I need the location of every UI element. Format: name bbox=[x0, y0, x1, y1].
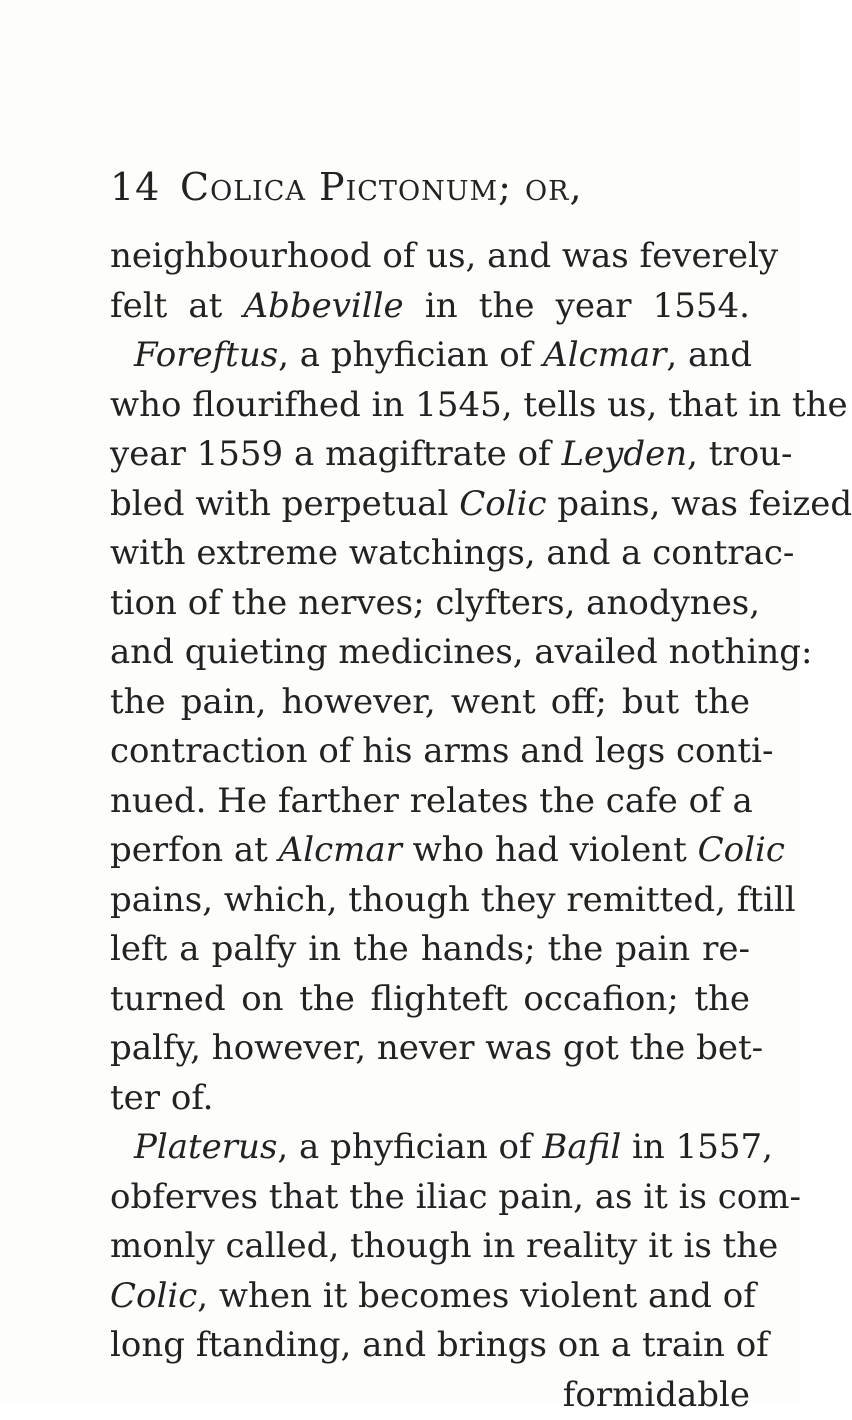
text-line: pains, which, though they remitted, ftill bbox=[110, 876, 750, 926]
text-line: turned on the flighteft occafion; the bbox=[110, 975, 750, 1025]
text-line: Platerus, a phyfician of Bafil in 1557, bbox=[110, 1123, 750, 1173]
text-line: Colic, when it becomes violent and of bbox=[110, 1272, 750, 1322]
text-line: tion of the nerves; clyfters, anodynes, bbox=[110, 579, 750, 629]
page-number: 14 bbox=[110, 165, 180, 209]
text-line: felt at Abbeville in the year 1554. bbox=[110, 282, 750, 332]
text-line: perfon at Alcmar who had violent Colic bbox=[110, 826, 750, 876]
text-line: Foreftus, a phyfician of Alcmar, and bbox=[110, 331, 750, 381]
text-line: year 1559 a magiftrate of Leyden, trou- bbox=[110, 430, 750, 480]
text-line: the pain, however, went off; but the bbox=[110, 678, 750, 728]
body-text bbox=[110, 232, 750, 1420]
text-line: nued. He farther relates the cafe of a bbox=[110, 777, 750, 827]
catchword: formidable bbox=[110, 1371, 750, 1420]
text-line: long ftanding, and brings on a train of bbox=[110, 1321, 750, 1371]
text-line: ter of. bbox=[110, 1074, 750, 1124]
text-line: obferves that the iliac pain, as it is com- bbox=[110, 1173, 750, 1223]
text-line: with extreme watchings, and a contrac- bbox=[110, 529, 750, 579]
text-line: palfy, however, never was got the bet- bbox=[110, 1024, 750, 1074]
text-line: contraction of his arms and legs conti- bbox=[110, 727, 750, 777]
running-title: Colica Pictonum; or, bbox=[180, 165, 583, 209]
text-line: neighbourhood of us, and was feverely bbox=[110, 232, 750, 282]
text-line: and quieting medicines, availed nothing: bbox=[110, 628, 750, 678]
text-line: bled with perpetual Colic pains, was feized bbox=[110, 480, 750, 530]
text-line: left a palfy in the hands; the pain re- bbox=[110, 925, 750, 975]
text-line: who flourifhed in 1545, tells us, that in the bbox=[110, 381, 750, 431]
running-head bbox=[110, 165, 750, 209]
text-line: monly called, though in reality it is the bbox=[110, 1222, 750, 1272]
